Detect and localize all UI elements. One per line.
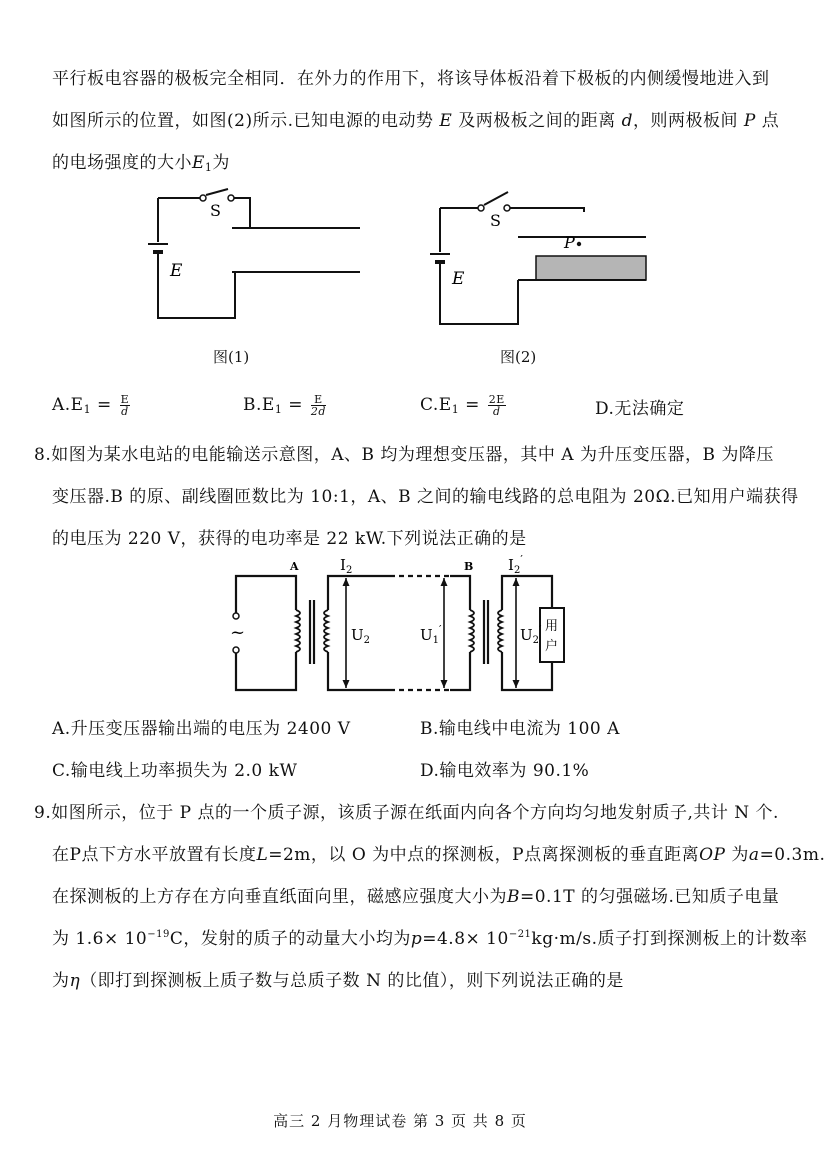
option-c-sub: 1 bbox=[451, 403, 460, 416]
option-c-fraction bbox=[488, 394, 506, 417]
option-b-den: 2d bbox=[310, 405, 326, 418]
q9-text-seg: =0.3m. bbox=[759, 845, 825, 865]
switch-contact bbox=[200, 195, 206, 201]
figure-2-circuit bbox=[424, 180, 664, 330]
field-subscript: 1 bbox=[204, 161, 213, 174]
switch-contact bbox=[228, 195, 234, 201]
q8-option-b: B.输电线中电流为 100 A bbox=[420, 719, 620, 739]
figure-1-caption: 图(1) bbox=[213, 348, 250, 366]
q7-text-seg: 及两极板之间的距离 bbox=[458, 111, 616, 131]
point-p-dot bbox=[577, 242, 581, 246]
q8-option-c: C.输电线上功率损失为 2.0 kW bbox=[52, 761, 298, 781]
q9-text-seg: kg·m/s.质子打到探测板上的计数率 bbox=[531, 929, 808, 949]
q9-text-seg: 为 bbox=[725, 845, 749, 865]
arrow-down bbox=[343, 680, 350, 688]
point-p-label: P bbox=[564, 233, 575, 252]
voltage-u2-label: $U_2$ bbox=[351, 626, 371, 646]
current-i2p-label: $I_2'$ bbox=[508, 553, 523, 576]
emf-symbol: E bbox=[439, 111, 453, 131]
transformer-a-label: A bbox=[290, 560, 299, 573]
q9-text-line3 bbox=[52, 882, 779, 907]
eta-symbol: η bbox=[69, 971, 81, 991]
q9-text-line1: 9.如图所示，位于 P 点的一个质子源，该质子源在纸面内向各个方向均匀地发射质子,共计 N 个. bbox=[34, 803, 779, 823]
wire bbox=[236, 576, 296, 614]
wire bbox=[236, 652, 296, 690]
q9-text-seg: 为 1.6× 10 bbox=[52, 929, 148, 949]
source-label: E bbox=[452, 269, 465, 289]
arrow-up bbox=[513, 578, 520, 586]
page-footer: 高三 2 月物理试卷 第 3 页 共 8 页 bbox=[273, 1112, 527, 1130]
option-b-fraction bbox=[311, 394, 326, 417]
q9-text-seg: 在探测板的上方存在方向垂直纸面向里，磁感应强度大小为 bbox=[52, 887, 507, 907]
user-label-1: 用 bbox=[545, 619, 559, 634]
conductor-slab bbox=[536, 256, 646, 280]
q7-text-seg: 为 bbox=[212, 153, 230, 173]
transformer-a-secondary-coil bbox=[324, 610, 328, 652]
switch-label: S bbox=[210, 201, 221, 220]
option-b-num: E bbox=[311, 394, 326, 406]
option-b-eq: = bbox=[282, 395, 309, 415]
field-symbol: E bbox=[192, 153, 205, 173]
length-symbol: L bbox=[256, 845, 269, 865]
switch-contact bbox=[478, 205, 484, 211]
option-a-eq: = bbox=[91, 395, 118, 415]
switch-label: S bbox=[490, 211, 501, 230]
switch-blade bbox=[484, 192, 508, 205]
option-c-num: 2E bbox=[488, 393, 505, 406]
q8-text-line3: 的电压为 220 V，获得的电功率是 22 kW.下列说法正确的是 bbox=[52, 529, 527, 549]
wire bbox=[328, 576, 390, 610]
q9-text-line2 bbox=[52, 840, 825, 865]
option-c-prefix: C.E bbox=[420, 395, 452, 415]
switch-contact bbox=[504, 205, 510, 211]
transformer-b-secondary-coil bbox=[498, 610, 502, 652]
q7-text-seg: ，则两极板间 bbox=[633, 111, 739, 131]
q7-text-seg: 的电场强度的大小 bbox=[52, 153, 192, 173]
distance-a-symbol: a bbox=[748, 845, 760, 865]
wire bbox=[450, 576, 470, 610]
q9-text-seg: （即打到探测板上质子数与总质子数 N 的比值），则下列说法正确的是 bbox=[80, 971, 624, 991]
exponent: −19 bbox=[147, 929, 170, 940]
transformer-b-label: B bbox=[464, 560, 474, 573]
figure-2-caption: 图(2) bbox=[500, 348, 537, 366]
q9-text-seg: C，发射的质子的动量大小均为 bbox=[169, 929, 411, 949]
q7-option-d: D.无法确定 bbox=[595, 399, 685, 419]
q9-text-seg: 在P点下方水平放置有长度 bbox=[52, 845, 257, 865]
arrow-down bbox=[441, 680, 448, 688]
voltage-u2p-label: $U_2'$ bbox=[520, 623, 542, 646]
wire bbox=[328, 652, 390, 690]
current-i2-label: $I_2$ bbox=[340, 556, 353, 576]
option-a-fraction bbox=[120, 394, 131, 417]
q9-text-seg: =4.8× 10 bbox=[422, 929, 509, 949]
power-transmission-diagram bbox=[224, 553, 584, 700]
figure-1-circuit bbox=[140, 180, 380, 330]
source-terminal bbox=[233, 647, 239, 653]
momentum-symbol: p bbox=[410, 929, 423, 949]
option-c-eq: = bbox=[459, 395, 486, 415]
wire bbox=[510, 208, 584, 212]
arrow-down bbox=[513, 680, 520, 688]
option-a-sub: 1 bbox=[83, 403, 92, 416]
user-label-2: 户 bbox=[545, 639, 559, 654]
q7-text-seg: 点 bbox=[761, 111, 780, 131]
transformer-b-primary-coil bbox=[470, 610, 474, 652]
q8-option-a: A.升压变压器输出端的电压为 2400 V bbox=[52, 719, 351, 739]
wire bbox=[502, 576, 552, 610]
b-field-symbol: B bbox=[507, 887, 520, 907]
switch-blade bbox=[206, 189, 228, 195]
point-symbol: P bbox=[743, 111, 756, 131]
source-terminal bbox=[233, 613, 239, 619]
ac-symbol: ~ bbox=[230, 622, 246, 643]
wire bbox=[232, 198, 250, 228]
option-b-sub: 1 bbox=[274, 403, 283, 416]
q9-text-seg: =0.1T 的匀强磁场.已知质子电量 bbox=[520, 887, 780, 907]
q7-option-b bbox=[243, 394, 326, 417]
option-a-prefix: A.E bbox=[52, 395, 84, 415]
q8-text-line2: 变压器.B 的原、副线圈匝数比为 10:1，A、B 之间的输电线路的总电阻为 20Ω.已知用户端获得 bbox=[52, 487, 799, 507]
q8-text-line1: 8.如图为某水电站的电能输送示意图，A、B 均为理想变压器，其中 A 为升压变压器，B 为降压 bbox=[34, 445, 774, 465]
q7-option-a bbox=[52, 394, 130, 417]
distance-symbol: d bbox=[621, 111, 634, 131]
option-a-den: d bbox=[121, 405, 129, 418]
q9-text-line5 bbox=[52, 966, 624, 991]
option-b-prefix: B.E bbox=[243, 395, 275, 415]
q9-text-seg: =2m，以 O 为中点的探测板，P点离探测板的垂直距离 bbox=[268, 845, 700, 865]
q7-text-line1: 平行板电容器的极板完全相同．在外力的作用下，将该导体板沿着下极板的内侧缓慢地进入到 bbox=[52, 69, 770, 89]
wire bbox=[450, 652, 470, 690]
exponent: −21 bbox=[508, 929, 532, 940]
q7-text-line2 bbox=[52, 106, 779, 131]
transformer-a-primary-coil bbox=[296, 610, 300, 652]
q7-text-line3 bbox=[52, 148, 230, 174]
q7-text-seg: 如图所示的位置，如图(2)所示.已知电源的电动势 bbox=[52, 111, 434, 131]
arrow-up bbox=[441, 578, 448, 586]
q7-option-c bbox=[420, 394, 506, 417]
option-c-den: d bbox=[493, 405, 501, 418]
option-a-num: E bbox=[120, 393, 130, 406]
q9-text-line4 bbox=[52, 924, 807, 949]
arrow-up bbox=[343, 578, 350, 586]
voltage-u1p-label: $U_1'$ bbox=[420, 623, 442, 646]
op-symbol: OP bbox=[699, 845, 726, 865]
source-label: E bbox=[170, 261, 183, 281]
q9-text-seg: 为 bbox=[52, 971, 70, 991]
q8-option-d: D.输电效率为 90.1% bbox=[420, 761, 590, 781]
